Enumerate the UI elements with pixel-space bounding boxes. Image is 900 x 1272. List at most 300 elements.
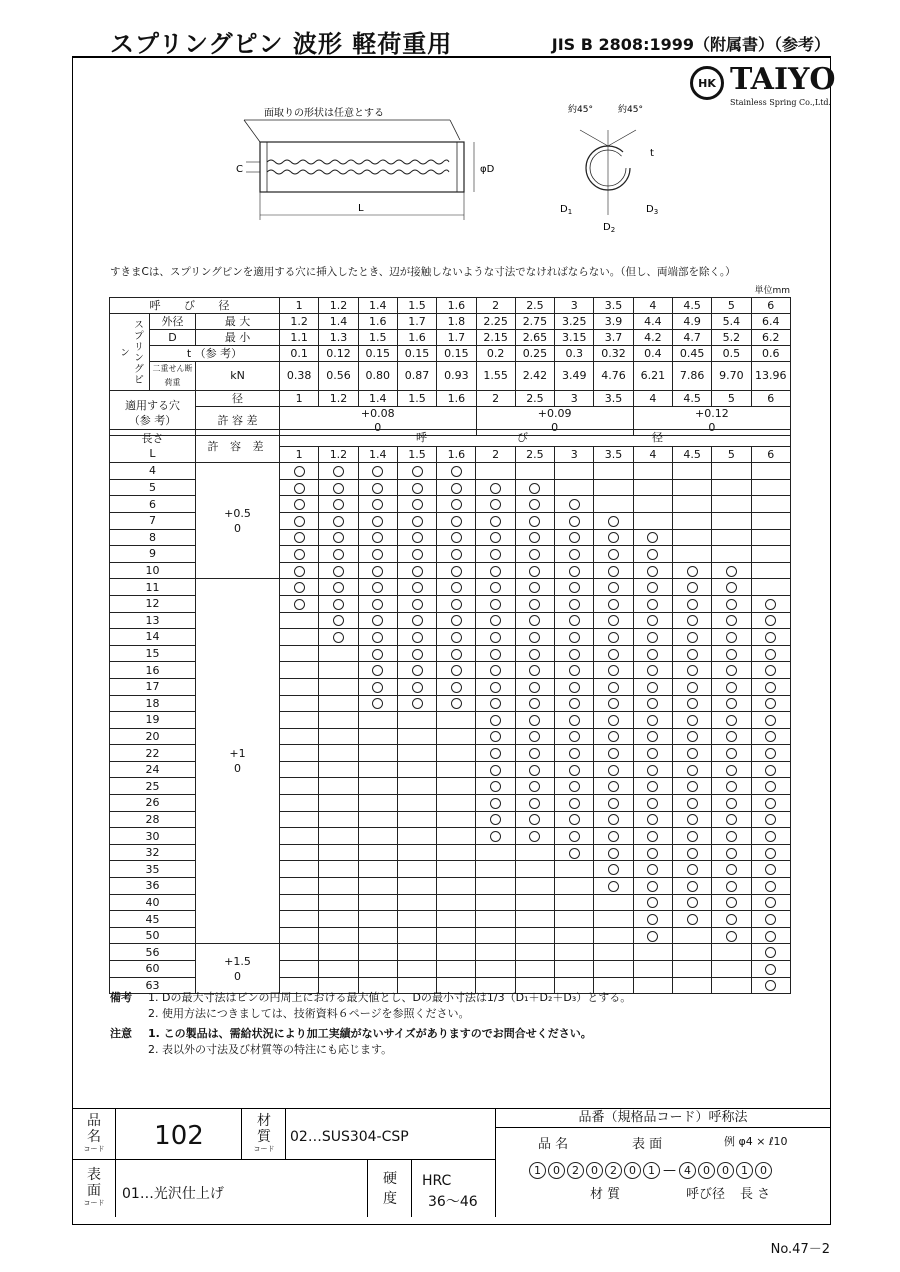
label-d1: $D_1$ [560,204,573,216]
available-mark [765,947,776,958]
shear-cell: 0.80 [358,362,397,391]
available-mark [412,649,423,660]
availability-cell [515,911,554,928]
availability-cell [397,712,436,729]
available-mark [687,566,698,577]
spring-pin-group-label: スプリングピン [110,314,150,391]
availability-cell [555,861,594,878]
available-mark [490,566,501,577]
available-mark [333,566,344,577]
availability-cell [672,496,711,513]
available-mark [490,483,501,494]
nominal-cell: 6 [751,298,790,314]
shear-cell: 2.42 [515,362,554,391]
availability-cell [397,612,436,629]
d-max-cell: 5.4 [712,314,751,330]
length-nominal-cell: 4.5 [672,446,711,463]
available-mark [687,748,698,759]
d-min-cell: 1.7 [437,330,476,346]
availability-cell [358,811,397,828]
available-mark [687,765,698,776]
availability-cell [672,612,711,629]
t-cell: 0.3 [555,346,594,362]
t-cell: 0.2 [476,346,515,362]
length-value: 40 [110,894,196,911]
available-mark [490,765,501,776]
length-value: 30 [110,828,196,845]
code-digit: 4 [679,1162,696,1179]
available-mark [412,499,423,510]
availability-cell [594,662,633,679]
availability-cell [751,595,790,612]
availability-cell [476,944,515,961]
available-mark [726,715,737,726]
nominal-cell: 1 [280,298,319,314]
available-mark [529,748,540,759]
available-mark [765,881,776,892]
availability-cell [437,811,476,828]
available-mark [687,897,698,908]
available-mark [647,682,658,693]
available-mark [608,831,619,842]
availability-cell [515,795,554,812]
availability-cell [633,695,672,712]
length-value: 45 [110,911,196,928]
availability-cell [358,629,397,646]
available-mark [647,649,658,660]
availability-cell [633,811,672,828]
availability-cell [358,745,397,762]
available-mark [765,731,776,742]
availability-cell [476,579,515,596]
available-mark [529,715,540,726]
available-mark [451,649,462,660]
availability-cell [712,894,751,911]
availability-cell [397,795,436,812]
availability-cell [633,894,672,911]
available-mark [726,649,737,660]
t-cell: 0.4 [633,346,672,362]
availability-cell [672,844,711,861]
availability-cell [751,496,790,513]
availability-cell [280,479,319,496]
available-mark [294,466,305,477]
availability-cell [555,778,594,795]
spec-table [109,297,791,436]
availability-cell [594,828,633,845]
naming-example: 例 φ4 × ℓ10 [724,1135,788,1148]
available-mark [726,897,737,908]
shear-cell: 0.38 [280,362,319,391]
availability-cell [437,496,476,513]
available-mark [687,632,698,643]
availability-cell [476,512,515,529]
availability-cell [319,579,358,596]
d-min-cell: 1.3 [319,330,358,346]
code-digit: 1 [736,1162,753,1179]
availability-cell [672,678,711,695]
caution-line-2: 2. 表以外の寸法及び材質等の特注にも応じます。 [148,1043,393,1056]
available-mark [765,765,776,776]
availability-cell [594,894,633,911]
code-digit: 0 [624,1162,641,1179]
availability-cell [672,861,711,878]
availability-cell [633,961,672,978]
availability-cell [633,927,672,944]
available-mark [726,748,737,759]
available-mark [765,698,776,709]
available-mark [451,516,462,527]
available-mark [608,615,619,626]
product-code-block [72,1108,830,1217]
availability-cell [476,712,515,729]
availability-cell [358,944,397,961]
code-digit: 0 [586,1162,603,1179]
length-value: 35 [110,861,196,878]
availability-cell [712,911,751,928]
shear-cell: 4.76 [594,362,633,391]
available-mark [569,698,580,709]
available-mark [529,765,540,776]
shear-label: 二重せん断荷重 [150,362,196,391]
available-mark [726,781,737,792]
availability-cell [751,678,790,695]
availability-cell [476,911,515,928]
availability-cell [672,512,711,529]
available-mark [529,499,540,510]
availability-cell [712,529,751,546]
available-mark [687,649,698,660]
remarks-line-2: 2. 使用方法につきましては、技術資料６ページを参照ください。 [148,1007,470,1020]
available-mark [569,781,580,792]
availability-cell [751,977,790,994]
availability-cell [358,861,397,878]
availability-cell [476,562,515,579]
availability-cell [515,546,554,563]
min-label: 最 小 [196,330,280,346]
available-mark [372,516,383,527]
availability-cell [633,529,672,546]
available-mark [529,549,540,560]
available-mark [372,483,383,494]
code-digit: 0 [717,1162,734,1179]
availability-cell [712,761,751,778]
available-mark [608,665,619,676]
availability-cell [280,678,319,695]
availability-cell [397,463,436,480]
available-mark [569,632,580,643]
availability-cell [712,595,751,612]
available-mark [569,516,580,527]
availability-cell [476,479,515,496]
availability-cell [397,629,436,646]
availability-cell [397,512,436,529]
availability-cell [712,961,751,978]
availability-cell [751,894,790,911]
available-mark [687,582,698,593]
available-mark [687,781,698,792]
available-mark [726,632,737,643]
length-nominal-cell: 1 [280,446,319,463]
availability-cell [594,479,633,496]
availability-cell [555,728,594,745]
available-mark [294,532,305,543]
available-mark [726,881,737,892]
available-mark [608,814,619,825]
availability-cell [515,662,554,679]
t-cell: 0.1 [280,346,319,362]
available-mark [647,814,658,825]
availability-cell [712,463,751,480]
nominal-cell: 1.4 [358,298,397,314]
length-value: 20 [110,728,196,745]
availability-cell [476,961,515,978]
length-header: 長さ L [110,430,196,463]
d-max-cell: 2.25 [476,314,515,330]
available-mark [726,765,737,776]
availability-cell [555,844,594,861]
availability-cell [751,911,790,928]
hole-cell: 4.5 [672,391,711,407]
availability-cell [594,778,633,795]
available-mark [569,615,580,626]
availability-cell [751,861,790,878]
availability-cell [319,961,358,978]
available-mark [608,864,619,875]
availability-cell [672,961,711,978]
nominal-cell: 4.5 [672,298,711,314]
available-mark [569,532,580,543]
length-value: 32 [110,844,196,861]
availability-cell [672,778,711,795]
availability-cell [319,878,358,895]
availability-cell [515,878,554,895]
availability-cell [358,761,397,778]
available-mark [372,466,383,477]
t-cell: 0.25 [515,346,554,362]
available-mark [529,582,540,593]
availability-cell [437,961,476,978]
availability-cell [397,961,436,978]
d-min-cell: 3.7 [594,330,633,346]
availability-cell [397,911,436,928]
availability-cell [712,977,751,994]
nominal-cell: 2 [476,298,515,314]
t-cell: 0.5 [712,346,751,362]
available-mark [569,814,580,825]
availability-cell [594,695,633,712]
availability-cell [476,695,515,712]
available-mark [372,499,383,510]
availability-cell [515,961,554,978]
availability-cell [751,844,790,861]
spring-pin-drawing [220,90,680,240]
available-mark [490,632,501,643]
availability-cell [515,479,554,496]
available-mark [490,731,501,742]
available-mark [647,881,658,892]
code-digit: 2 [605,1162,622,1179]
availability-cell [437,861,476,878]
nominal-cell: 4 [633,298,672,314]
availability-cell [319,778,358,795]
taiyo-logo [690,62,836,112]
availability-cell [358,463,397,480]
availability-cell [280,778,319,795]
availability-cell [633,761,672,778]
availability-cell [712,811,751,828]
availability-cell [319,927,358,944]
available-mark [490,814,501,825]
available-mark [529,781,540,792]
availability-cell [633,678,672,695]
product-code: 102 [154,1121,204,1151]
available-mark [412,682,423,693]
available-mark [490,831,501,842]
length-value: 12 [110,595,196,612]
availability-cell [280,728,319,745]
availability-cell [319,463,358,480]
available-mark [569,682,580,693]
available-mark [294,516,305,527]
available-mark [451,582,462,593]
available-mark [451,665,462,676]
availability-cell [437,463,476,480]
availability-cell [397,861,436,878]
length-value: 22 [110,745,196,762]
availability-cell [397,479,436,496]
availability-cell [319,944,358,961]
available-mark [647,566,658,577]
nominal-cell: 5 [712,298,751,314]
availability-cell [594,463,633,480]
availability-cell [319,712,358,729]
hole-cell: 2 [476,391,515,407]
hole-cell: 5 [712,391,751,407]
availability-cell [672,728,711,745]
availability-cell [672,828,711,845]
available-mark [412,516,423,527]
shear-cell: 6.21 [633,362,672,391]
available-mark [765,931,776,942]
availability-cell [476,745,515,762]
available-mark [647,582,658,593]
availability-cell [672,811,711,828]
availability-cell [437,562,476,579]
available-mark [765,649,776,660]
available-mark [412,566,423,577]
available-mark [765,964,776,975]
availability-cell [594,712,633,729]
availability-cell [515,861,554,878]
available-mark [529,649,540,660]
availability-cell [515,695,554,712]
availability-cell [319,844,358,861]
available-mark [333,499,344,510]
available-mark [687,682,698,693]
available-mark [765,615,776,626]
length-value: 16 [110,662,196,679]
availability-cell [358,678,397,695]
length-tolerance: +1 0 [196,579,280,944]
availability-cell [672,629,711,646]
availability-cell [319,479,358,496]
availability-cell [319,828,358,845]
availability-cell [594,595,633,612]
shear-cell: 0.93 [437,362,476,391]
available-mark [529,665,540,676]
available-mark [412,549,423,560]
length-value: 13 [110,612,196,629]
availability-cell [555,662,594,679]
material-label: 材 質 コード [253,1113,275,1153]
availability-cell [397,844,436,861]
length-nominal-cell: 3 [555,446,594,463]
availability-cell [751,944,790,961]
length-nominal-cell: 4 [633,446,672,463]
available-mark [412,466,423,477]
length-value: 6 [110,496,196,513]
availability-cell [437,795,476,812]
available-mark [687,615,698,626]
availability-cell [515,811,554,828]
available-mark [412,582,423,593]
available-mark [608,881,619,892]
availability-cell [633,463,672,480]
availability-cell [515,463,554,480]
length-value: 25 [110,778,196,795]
naming-nagasa: 長 さ [740,1187,771,1202]
availability-cell [633,728,672,745]
available-mark [647,698,658,709]
length-value: 5 [110,479,196,496]
availability-cell [358,529,397,546]
availability-cell [594,795,633,812]
d-min-cell: 3.15 [555,330,594,346]
availability-cell [633,496,672,513]
angle-label-1: 約45° [568,105,593,115]
remarks [110,990,631,1022]
available-mark [451,682,462,693]
availability-cell [555,529,594,546]
availability-cell [476,927,515,944]
t-cell: 0.32 [594,346,633,362]
d-max-cell: 2.75 [515,314,554,330]
hole-diameter-label: 径 [196,391,280,407]
d-min-cell: 1.5 [358,330,397,346]
available-mark [765,980,776,991]
availability-cell [358,695,397,712]
availability-cell [594,579,633,596]
availability-cell [397,761,436,778]
d-min-cell: 5.2 [712,330,751,346]
length-nominal-cell: 2 [476,446,515,463]
availability-cell [633,595,672,612]
availability-cell [515,728,554,745]
availability-cell [397,579,436,596]
availability-cell [358,562,397,579]
availability-cell [280,761,319,778]
available-mark [451,566,462,577]
availability-cell [594,612,633,629]
availability-cell [555,878,594,895]
availability-cell [751,579,790,596]
availability-cell [555,927,594,944]
availability-cell [437,546,476,563]
availability-cell [594,911,633,928]
shear-cell: 1.55 [476,362,515,391]
available-mark [765,914,776,925]
